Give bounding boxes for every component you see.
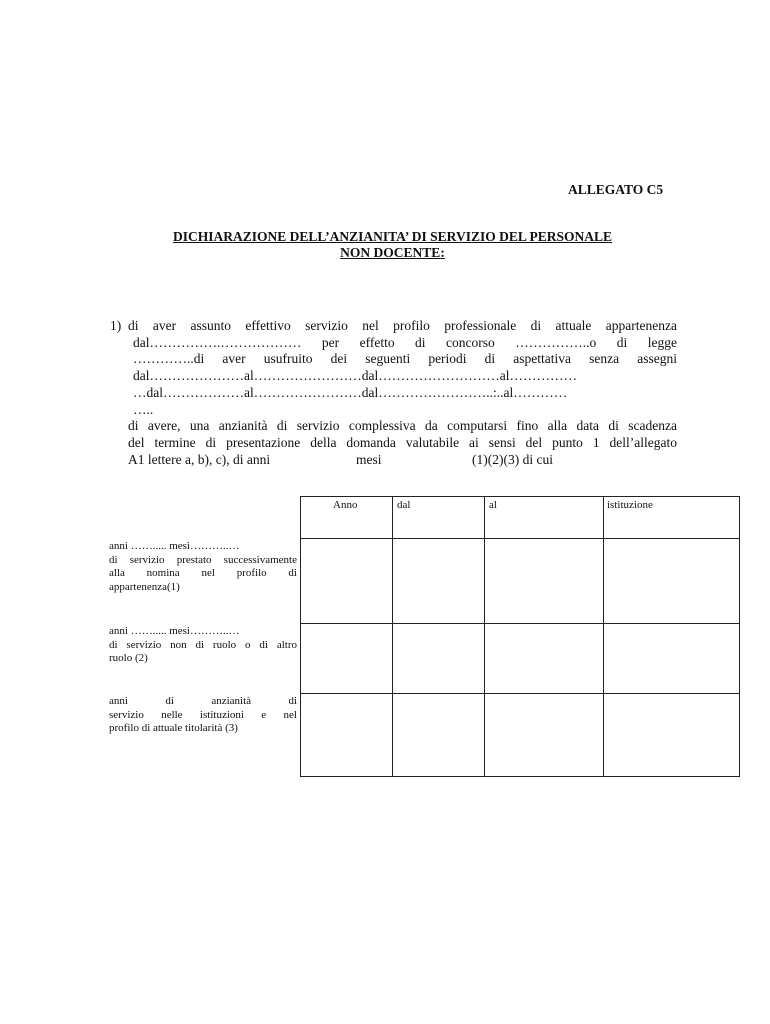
paragraph-line-7: di avere, una anzianità di servizio complessiva da computarsi fino alla data di scadenza [128,418,677,433]
table-header-dal: dal [397,499,411,511]
document-title-colon: : [440,245,445,260]
paragraph-line-4: dal…………………al……………………dal………………………al…………… [133,368,577,383]
row-label-1 [109,540,297,594]
row-label-2-line: di servizio non di ruolo o di altro [109,638,297,651]
row-label-3-line: anni di anzianità di [109,695,297,707]
table-row-divider [301,693,739,694]
paragraph-line-9-part3: (1)(2)(3) di cui [472,452,553,467]
row-label-3-line: profilo di attuale titolarità (3) [109,722,238,734]
row-label-1-line: di servizio prestato successivamente [109,553,297,566]
row-label-2 [109,625,297,666]
table-header-istituzione: istituzione [607,499,653,511]
paragraph-line-6: ….. [133,402,154,417]
table-row-divider [301,538,739,539]
paragraph-line-2: dal…………….……………… per effetto di concorso ……………..o di legge [133,335,677,350]
paragraph-line-1: di aver assunto effettivo servizio nel profilo professionale di attuale appartenenza [128,318,677,333]
table-row-divider [301,623,739,624]
document-title-line1: DICHIARAZIONE DELL’ANZIANITA’ DI SERVIZIO DEL PERSONALE [173,229,612,244]
paragraph-line-8: del termine di presentazione della domanda valutabile ai sensi del punto 1 dell’allegato [128,435,677,450]
row-label-3 [109,695,297,736]
paragraph-line-3: …………..di aver usufruito dei seguenti periodi di aspettativa senza assegni [133,351,677,366]
row-label-1-line: appartenenza(1) [109,580,180,593]
paragraph-line-9-part2: mesi [356,452,382,467]
service-table [300,496,740,777]
row-label-3-line: servizio nelle istituzioni e nel [109,708,297,721]
row-label-1-line: alla nomina nel profilo di [109,567,297,579]
row-label-2-line: anni ……..... mesi………..… [109,625,240,637]
row-label-2-line: ruolo (2) [109,652,148,664]
row-label-1-line: anni ……..... mesi………..… [109,540,240,552]
document-title-line2-text: NON DOCENTE [340,245,441,260]
paragraph-number: 1) [110,318,122,333]
paragraph-line-9-part1: A1 lettere a, b), c), di anni [128,452,271,467]
table-header-anno: Anno [333,499,358,511]
document-title-line2 [120,245,665,261]
paragraph-line-5: …dal………………al……………………dal……………………..:..al………… [133,385,568,400]
table-header-al: al [489,499,497,511]
allegato-label: ALLEGATO C5 [568,182,664,197]
